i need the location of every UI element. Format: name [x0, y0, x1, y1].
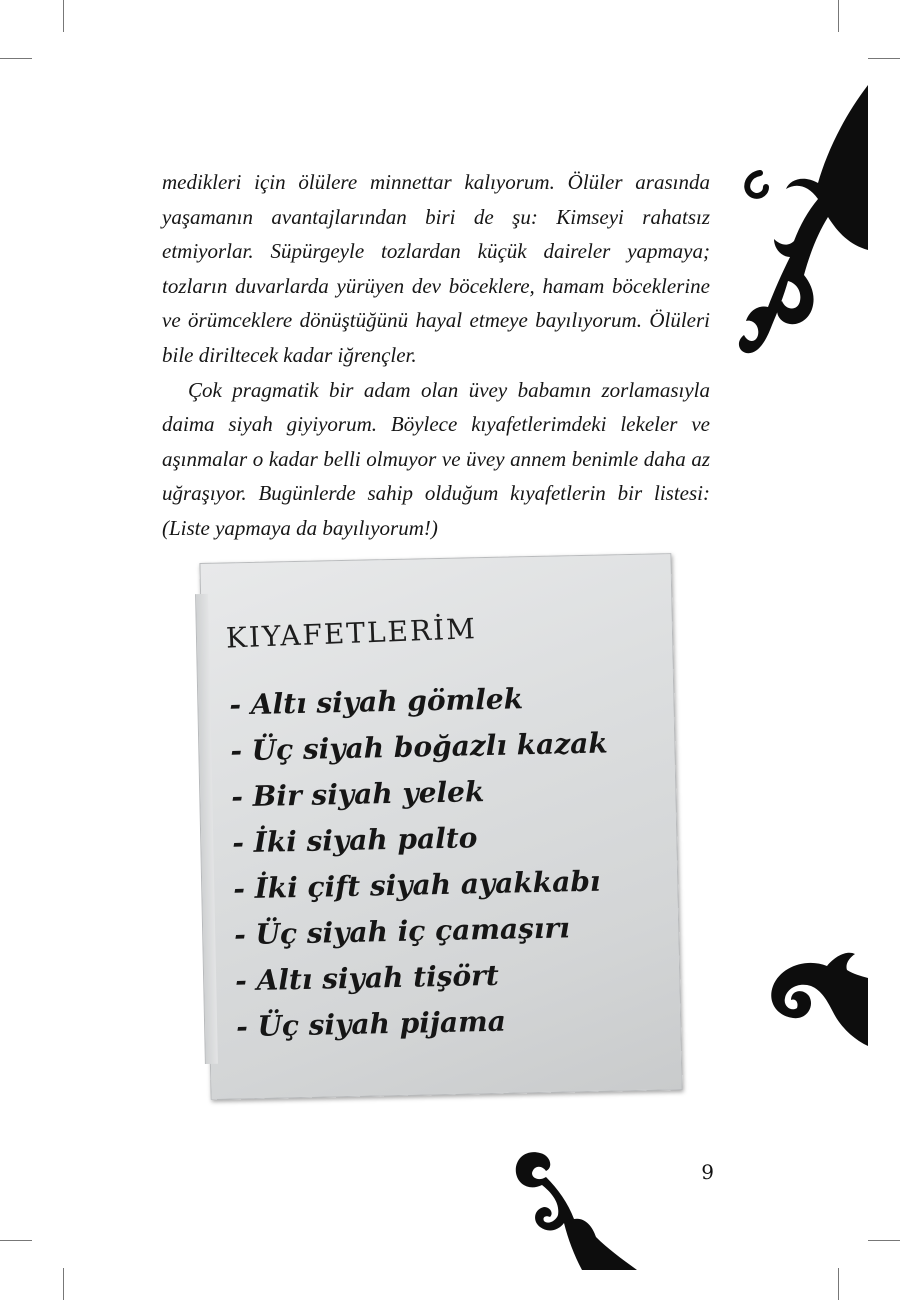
- list-item: - İki çift siyah ayakkabı: [232, 864, 601, 906]
- page-number: 9: [701, 1160, 714, 1184]
- clothes-list-note: [199, 553, 682, 1100]
- curl-branch-ornament-icon: [738, 85, 868, 365]
- list-item: - Üç siyah pijama: [235, 1004, 507, 1044]
- crop-mark: [868, 58, 900, 59]
- curl-branch-ornament-icon: [512, 1145, 637, 1270]
- crop-mark: [63, 1268, 64, 1300]
- crop-mark: [0, 1240, 32, 1241]
- crop-mark: [63, 0, 64, 32]
- paragraph-2: Çok pragmatik bir adam olan üvey babamın zorlamasıyla daima siyah giyiyorum. Böylece kıyafetlerimdeki lekeler ve aşınmalar o kadar belli olmuyor ve üvey annem benimle daha az uğraşıyor. Bugünlerde sahip olduğum kıyafetlerin bir listesi: (Liste yapmaya da bayılıyorum!): [162, 377, 710, 540]
- list-item: - Üç siyah boğazlı kazak: [230, 726, 609, 768]
- curl-branch-ornament-icon: [755, 948, 868, 1048]
- crop-mark: [838, 1268, 839, 1300]
- list-item: - Altı siyah tişört: [234, 958, 500, 998]
- crop-mark: [868, 1240, 900, 1241]
- note-title: KIYAFETLERİM: [225, 612, 478, 655]
- body-text: [162, 165, 710, 546]
- note-list: [229, 681, 614, 1057]
- list-item: - Üç siyah iç çamaşırı: [233, 911, 571, 952]
- paragraph-1: medikleri için ölülere minnettar kalıyorum. Ölüler arasında yaşamanın avantajlarından biri de şu: Kimseyi rahatsız etmiyorlar. Süpürgeyle tozlardan küçük daireler yapmaya; tozların duvarlarda yürüyen dev böceklere, hamam böceklerine ve örümceklere dönüştüğünü hayal etmeye bayılıyorum. Ölüleri bile diriltecek kadar iğrençler.: [162, 170, 710, 367]
- list-item: - Altı siyah gömlek: [229, 682, 524, 722]
- list-item: - Bir siyah yelek: [230, 775, 485, 814]
- list-item: - İki siyah palto: [231, 821, 478, 860]
- crop-mark: [838, 0, 839, 32]
- crop-mark: [0, 58, 32, 59]
